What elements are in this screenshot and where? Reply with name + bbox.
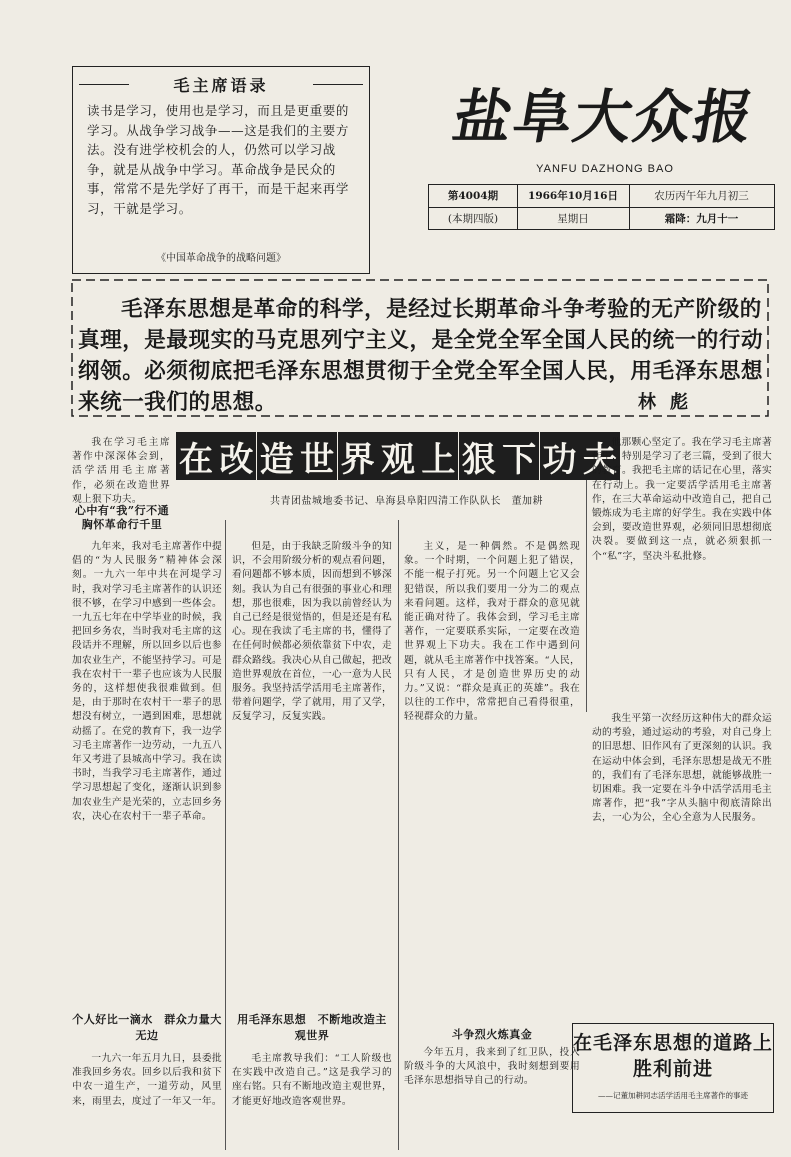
quote-box-body: 读书是学习，使用也是学习，而且是更重要的学习。从战争学习战争——这是我们的主要方法。没有进学校机会的人，仍然可以学习战争，就是从战争中学习。革命战争是民众的事，常常不是先学好了再干，而是干起来再学习，干就是学习。 xyxy=(87,103,350,216)
subhead-4: 斗争烈火炼真金 xyxy=(451,1028,533,1041)
article-lead: 我在学习毛主席著作中深深体会到，活学活用毛主席著作，必须在改造世界观上狠下功夫。 xyxy=(72,437,170,505)
slogan-caption: ——记董加耕同志活学活用毛主席著作的事迹 xyxy=(598,1091,748,1100)
article-byline: 共青团盐城地委书记、阜海县阜阳四清工作队队长 董加耕 xyxy=(270,496,543,507)
headline-char: 下 xyxy=(499,432,539,480)
chairman-mao-quote-box xyxy=(72,66,370,274)
article-column-2: 但是，由于我缺乏阶级斗争的知识，不会用阶级分析的观点看问题，看问题都不够本质，因而想到不够深刻。我认为自己有很强的事业心和理想，那也很难，因为我以前曾经认为自己已经是很觉悟的，但是还是有私心。现在我读了毛主席的书，懂得了在任何时候都必须依靠贫下中农，走群众路线。我决心从自己做起，把改造世界观放在首位，一心一意为人民服务。我坚持活学活用毛主席著作，带着问题学，学了就用，用了又学，反复学习，反复实践。 xyxy=(232,541,392,723)
lin-biao-quote-box xyxy=(70,278,770,418)
headline-char: 世 xyxy=(297,432,337,480)
lin-biao-signature: 林彪 xyxy=(638,392,702,413)
article-column-1b: 一九六一年五月九日，县委批准我回乡务农。回乡以后我和贫下中农一道生产，一道劳动，风里来，雨里去，度过了一年又一年。 xyxy=(72,1053,222,1107)
issue-number: 第4004期 xyxy=(429,185,518,207)
article-column-3b: 今年五月，我来到了红卫队，投入阶级斗争的大风浪中，我时刻想到要用毛泽东思想指导自己的行动。 xyxy=(404,1047,580,1087)
quote-box-title: 毛主席语录 xyxy=(173,76,269,95)
headline-char: 上 xyxy=(418,432,458,480)
column-rule xyxy=(225,520,226,1150)
article-column-4b: 我生平第一次经历这种伟大的群众运动的考验，通过运动的考验，对自己身上的旧思想、旧作风有了更深刻的认识。我在运动中体会到，毛泽东思想是战无不胜的，我们有了毛泽东思想，就能够战胜一切困难。我一定要在斗争中活学活用毛主席著作，把“我”字从头脑中彻底清除出去，一心为公，全心全意为人民服务。 xyxy=(592,713,772,824)
page-count: (本期四版) xyxy=(429,207,518,230)
headline-char: 改 xyxy=(216,432,256,480)
slogan-box xyxy=(572,1023,774,1113)
masthead-pinyin: YANFU DAZHONG BAO xyxy=(536,163,674,175)
subhead-3: 用毛泽东思想 不断地改造主观世界 xyxy=(237,1013,387,1042)
article-column-2b: 毛主席教导我们：“工人阶级也在实践中改造自己。”这是我学习的座右铭。只有不断地改造主观世界，才能更好地改造客观世界。 xyxy=(232,1053,392,1107)
headline-char: 在 xyxy=(176,432,216,480)
article-headline xyxy=(176,432,620,486)
solar-term: 霜降：九月十一 xyxy=(629,207,774,230)
dateline-box xyxy=(428,184,775,230)
subhead-2: 个人好比一滴水 群众力量大无边 xyxy=(72,1013,222,1042)
article-column-4: 他那颗心坚定了。我在学习毛主席著作中，特别是学习了老三篇，受到了很大的教育。我把毛主席的话记在心里，落实在行动上。我一定要活学活用毛主席著作，在三大革命运动中改造自己，把自己锻炼成为毛主席的好学生。我在实践中体会到，要改造世界观，必须同旧思想彻底决裂。要做到这一点，就必须狠抓一个“私”字，坚决斗私批修。 xyxy=(592,437,772,562)
lunar-date: 农历丙午年九月初三 xyxy=(654,190,749,202)
headline-char: 界 xyxy=(338,432,378,480)
quote-box-source: 《中国革命战争的战略问题》 xyxy=(156,253,286,264)
slogan-text: 在毛泽东思想的道路上胜利前进 xyxy=(573,1032,774,1080)
issue-date: 1966年10月16日 xyxy=(517,185,630,207)
subhead-1: 心中有“我”行不通 胸怀革命行千里 xyxy=(74,504,181,531)
article-column-1: 九年来，我对毛主席著作中提倡的“为人民服务”精神体会深刻。一九六一年中共在河堤学习时，我对学习毛主席著作的认识还很不够，在学习中感到一些体会。一九五七年在中学毕业的时候，我把回乡务农，当时我对毛主席的这段话并不理解，所以回乡以后也参加农业生产，不能坚持学习。可是我在农村干一辈子也应该为人民服务的，这样想使我很难做到。但是，由于那时在农村干一辈子的思想没有树立，一遇到困难，思想就动摇了。在党的教育下，我一边学习毛主席著作一边劳动，一九五八年又考进了县城高中学习。我在读书时，当我学习毛主席著作，通过学习思想起了变化，逐渐认识到参加农业生产是光荣的，立志回乡务农，决心在农村干一辈子革命。 xyxy=(72,541,222,822)
column-rule xyxy=(398,520,399,1150)
headline-char: 造 xyxy=(257,432,297,480)
headline-char: 功 xyxy=(540,432,580,480)
article-column-3: 主义，是一种偶然。不是偶然现象。一个时期，一个问题上犯了错误，不能一棍子打死。另一个问题上它又会犯错误，所以我们要用一分为二的观点来看问题。这样，我对于群众的意见就能正确对待了。我体会到，学习毛主席著作，一定要联系实际，一定要在改造世界观上下功夫。我在工作中遇到问题，就从毛主席著作中找答案。“人民，只有人民，才是创造世界历史的动力。”又说：“群众是真正的英雄”。我在以往的工作中，常常把自己看得很重，轻视群众的力量。 xyxy=(404,541,580,723)
lin-biao-quote-text: 毛泽东思想是革命的科学，是经过长期革命斗争考验的无产阶级的真理，是最现实的马克思列宁主义，是全党全军全国人民的统一的行动纲领。必须彻底把毛泽东思想贯彻于全党全军全国人民，用毛泽东思想来统一我们的思想。 xyxy=(78,297,764,415)
headline-char: 夫 xyxy=(580,432,620,480)
newspaper-masthead: 盐阜大众报 xyxy=(448,83,761,151)
weekday: 星期日 xyxy=(517,207,630,230)
headline-char: 狠 xyxy=(459,432,499,480)
headline-char: 观 xyxy=(378,432,418,480)
